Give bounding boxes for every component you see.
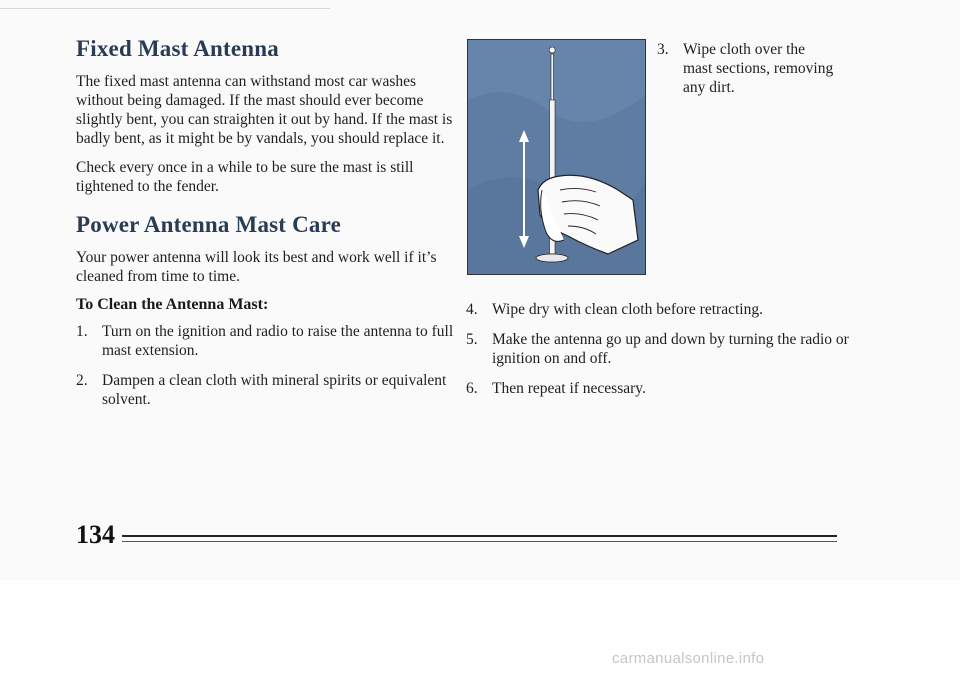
step-number: 5. <box>466 331 478 348</box>
step-item <box>466 379 866 398</box>
steps-list-figure-side <box>657 40 837 108</box>
fixed-mast-paragraph-2: Check every once in a while to be sure the mast is still tightened to the fender. <box>76 159 414 195</box>
top-rule <box>0 8 330 9</box>
antenna-cleaning-illustration <box>467 39 646 275</box>
left-column <box>76 36 456 420</box>
steps-list-left <box>76 322 456 409</box>
power-antenna-paragraph: Your power antenna will look its best and work well if it’s cleaned from time to time. <box>76 249 437 285</box>
step-number: 2. <box>76 372 88 389</box>
clean-mast-subheading: To Clean the Antenna Mast: <box>76 296 269 313</box>
step-number: 4. <box>466 301 478 318</box>
step-item <box>466 330 866 368</box>
antenna-illustration-svg <box>468 40 645 274</box>
step-item <box>76 322 456 360</box>
step-text: Then repeat if necessary. <box>492 380 646 397</box>
footer-rule <box>122 535 837 537</box>
step-item <box>657 40 837 97</box>
fixed-mast-heading: Fixed Mast Antenna <box>76 36 279 61</box>
watermark-text: carmanualsonline.info <box>612 650 765 667</box>
step-number: 1. <box>76 323 88 340</box>
steps-list-right <box>466 300 866 409</box>
step-text: Make the antenna go up and down by turning the radio or ignition on and off. <box>492 331 849 367</box>
step-text: Wipe dry with clean cloth before retracting. <box>492 301 763 318</box>
step-item <box>466 300 866 319</box>
step-number: 3. <box>657 41 669 58</box>
step-number: 6. <box>466 380 478 397</box>
footer-rule-thin <box>122 541 837 542</box>
step-item <box>76 371 456 409</box>
page-number: 134 <box>76 520 115 549</box>
step-text: Turn on the ignition and radio to raise the antenna to full mast extension. <box>102 323 454 359</box>
step-text: Dampen a clean cloth with mineral spirits or equivalent solvent. <box>102 372 447 408</box>
step-text: Wipe cloth over the mast sections, removing any dirt. <box>683 41 834 96</box>
fixed-mast-paragraph-1: The fixed mast antenna can withstand most car washes without being damaged. If the mast should ever become slightly bent, you can straighten it out by hand. If the mast is badly bent, as it might be by vandals, you should replace it. <box>76 73 453 147</box>
power-antenna-heading: Power Antenna Mast Care <box>76 212 342 237</box>
